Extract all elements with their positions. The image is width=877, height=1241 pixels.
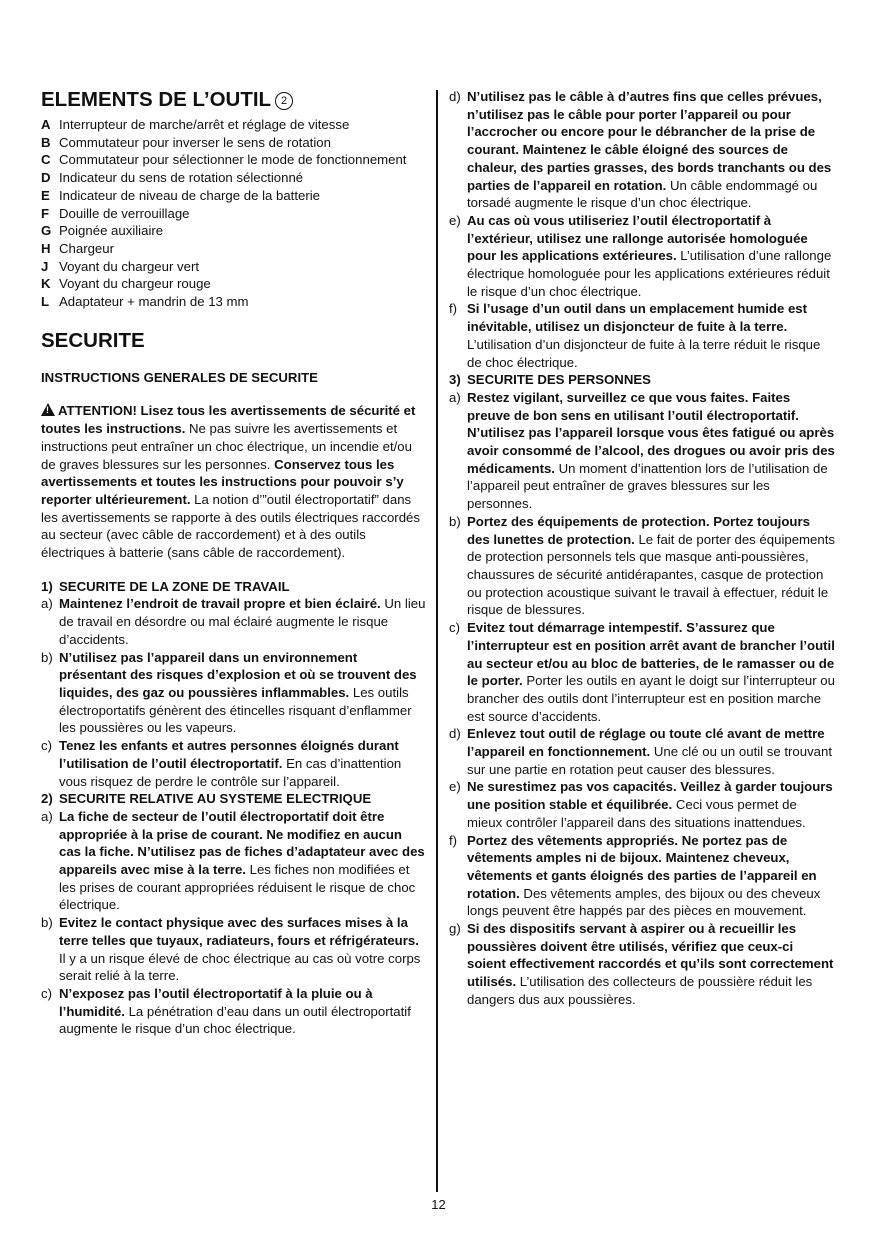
general-instructions-title: INSTRUCTIONS GENERALES DE SECURITE <box>41 369 318 385</box>
section-title: ELEMENTS DE L’OUTIL 2 <box>41 88 426 112</box>
parts-list <box>41 116 426 311</box>
column-divider <box>436 90 438 1192</box>
list-item: c) Evitez tout démarrage intempestif. S’assurez que l’interrupteur est en position arrêt avant de brancher l’outil au secteur et/ou au bloc de batteries, de le ramasser ou de le porter. Porter les outils en ayant le doigt sur l’interrupteur ou brancher des outils dont l’interrupteur est en position marche est source d’accidents. <box>449 620 835 724</box>
part-item: F Douille de verrouillage <box>41 205 190 221</box>
list-item: d) N’utilisez pas le câble à d’autres fins que celles prévues, n’utilisez pas le câble pour porter l’appareil ou pour l’accrocher ou encore pour le débrancher de la prise de courant. Maintenez le câble éloigné des sources de chaleur, des parties grasses, des bords tranchants ou des parties de l’appareil en rotation. Un câble endommagé ou torsadé augmente le risque d’un choc électrique. <box>449 89 832 211</box>
list-item: c) N’exposez pas l’outil électroportatif à la pluie ou à l’humidité. La pénétration d’eau dans un outil électroportatif augmente le risque d’un choc électrique. <box>41 985 411 1037</box>
part-item: H Chargeur <box>41 240 114 256</box>
page-number: 12 <box>431 1197 446 1212</box>
warning-paragraph: !ATTENTION! Lisez tous les avertissements de sécurité et toutes les instructions. Ne pas suivre les avertissements et instructions peut entraîner un choc électrique, un incendie et/ou de graves blessures sur les personnes. Conservez tous les avertissements et toutes les instructions pour pouvoir s’y reporter ultérieurement. La notion d’”outil électroportatif” dans les avertissements se rapporte à des outils électriques raccordés au secteur (avec câble de raccordement) et à des outils électriques à batterie (sans câble de raccordement). <box>41 402 426 561</box>
part-item: A Interrupteur de marche/arrêt et réglage de vitesse <box>41 117 350 132</box>
left-column <box>41 88 426 1038</box>
list-item: b) Portez des équipements de protection. Portez toujours des lunettes de protection. Le fait de porter des équipements de protection personnels tels que masque anti-poussières, chaussures de sécurité antidérapantes, casque de protection ou protection acoustique suivant le travail à effectuer, réduit le risque de blessures. <box>449 513 835 618</box>
subsection-heading: 1) SECURITE DE LA ZONE DE TRAVAIL <box>41 578 290 594</box>
subsection-heading: 3) SECURITE DES PERSONNES <box>449 372 651 388</box>
part-item: G Poignée auxiliaire <box>41 223 164 239</box>
list-item: e) Ne surestimez pas vos capacités. Veillez à garder toujours une position stable et équilibrée. Ceci vous permet de mieux contrôler l’appareil dans des situations inattendues. <box>449 779 833 830</box>
section-work-area <box>41 578 426 1038</box>
part-item: C Commutateur pour sélectionner le mode de fonctionnement <box>41 152 407 168</box>
part-item: K Voyant du chargeur rouge <box>41 276 211 292</box>
warning-icon <box>41 403 55 416</box>
list-item: b) Evitez le contact physique avec des surfaces mises à la terre telles que tuyaux, radiateurs, fours et réfrigérateurs. Il y a un risque élevé de choc électrique au cas où votre corps serait relié à la terre. <box>41 915 421 984</box>
part-item: D Indicateur du sens de rotation sélectionné <box>41 170 304 186</box>
right-column <box>449 88 835 1009</box>
part-item: B Commutateur pour inverser le sens de rotation <box>41 134 331 150</box>
part-item: J Voyant du chargeur vert <box>41 258 200 274</box>
part-item: E Indicateur de niveau de charge de la batterie <box>41 187 321 203</box>
subsection-heading: 2) SECURITE RELATIVE AU SYSTEME ELECTRIQUE <box>41 791 372 807</box>
list-item: f) Portez des vêtements appropriés. Ne portez pas de vêtements amples ni de bijoux. Maintenez cheveux, vêtements et gants éloignés des parties de l’appareil en rotation. Des vêtements amples, des bijoux ou des cheveux longs peuvent être happés par des pièces en mouvement. <box>449 832 821 919</box>
list-item: a) Maintenez l’endroit de travail propre et bien éclairé. Un lieu de travail en désordre ou mal éclairé augmente le risque d’accidents. <box>41 596 426 647</box>
list-item: c) Tenez les enfants et autres personnes éloignés durant l’utilisation de l’outil électroportatif. En cas d’inattention vous risquez de perdre le contrôle sur l’appareil. <box>41 738 402 789</box>
figure-ref-badge: 2 <box>275 92 293 110</box>
part-item: L Adaptateur + mandrin de 13 mm <box>41 294 249 310</box>
list-item: b) N’utilisez pas l’appareil dans un environnement présentant des risques d’explosion et où se trouvent des liquides, des gaz ou poussières inflammables. Les outils électroportatifs génèrent des étincelles risquant d’enflammer les poussières ou les vapeurs. <box>41 649 417 736</box>
list-item: f) Si l’usage d’un outil dans un emplacement humide est inévitable, utilisez un disjoncteur de fuite à la terre. L’utilisation d’un disjoncteur de fuite à la terre réduit le risque de choc électrique. <box>449 301 821 370</box>
list-item: a) Restez vigilant, surveillez ce que vous faites. Faites preuve de bon sens en utilisant l’outil électroportatif. N’utilisez pas l’appareil lorsque vous êtes fatigué ou après avoir consommé de l’alcool, des drogues ou avoir pris des médicaments. Un moment d’inattention lors de l’utilisation de l’appareil peut entraîner de graves blessures sur les personnes. <box>449 389 835 512</box>
security-title: SECURITE <box>41 328 145 352</box>
list-item: e) Au cas où vous utiliseriez l’outil électroportatif à l’extérieur, utilisez une rallonge autorisée homologuée pour les applications extérieures. L’utilisation d’une rallonge électrique homologuée pour les applications extérieures réduit le risque d’un choc électrique. <box>449 212 832 299</box>
list-item: d) Enlevez tout outil de réglage ou toute clé avant de mettre l’appareil en fonctionnement. Une clé ou un outil se trouvant sur une partie en rotation peut causer des blessures. <box>449 726 832 777</box>
list-item: a) La fiche de secteur de l’outil électroportatif doit être appropriée à la prise de courant. Ne modifiez en aucun cas la fiche. N’utilisez pas de fiches d’adaptateur avec des appareils avec mise à la terre. Les fiches non modifiées et les prises de courant appropriées réduisent le risque de choc électrique. <box>41 808 425 913</box>
list-item: g) Si des dispositifs servant à aspirer ou à recueillir les poussières doivent être utilisés, vérifiez que ceux-ci soient effectivement raccordés et qu’ils sont correctement utilisés. L’utilisation des collecteurs de poussière réduit les dangers dus aux poussières. <box>449 921 834 1007</box>
